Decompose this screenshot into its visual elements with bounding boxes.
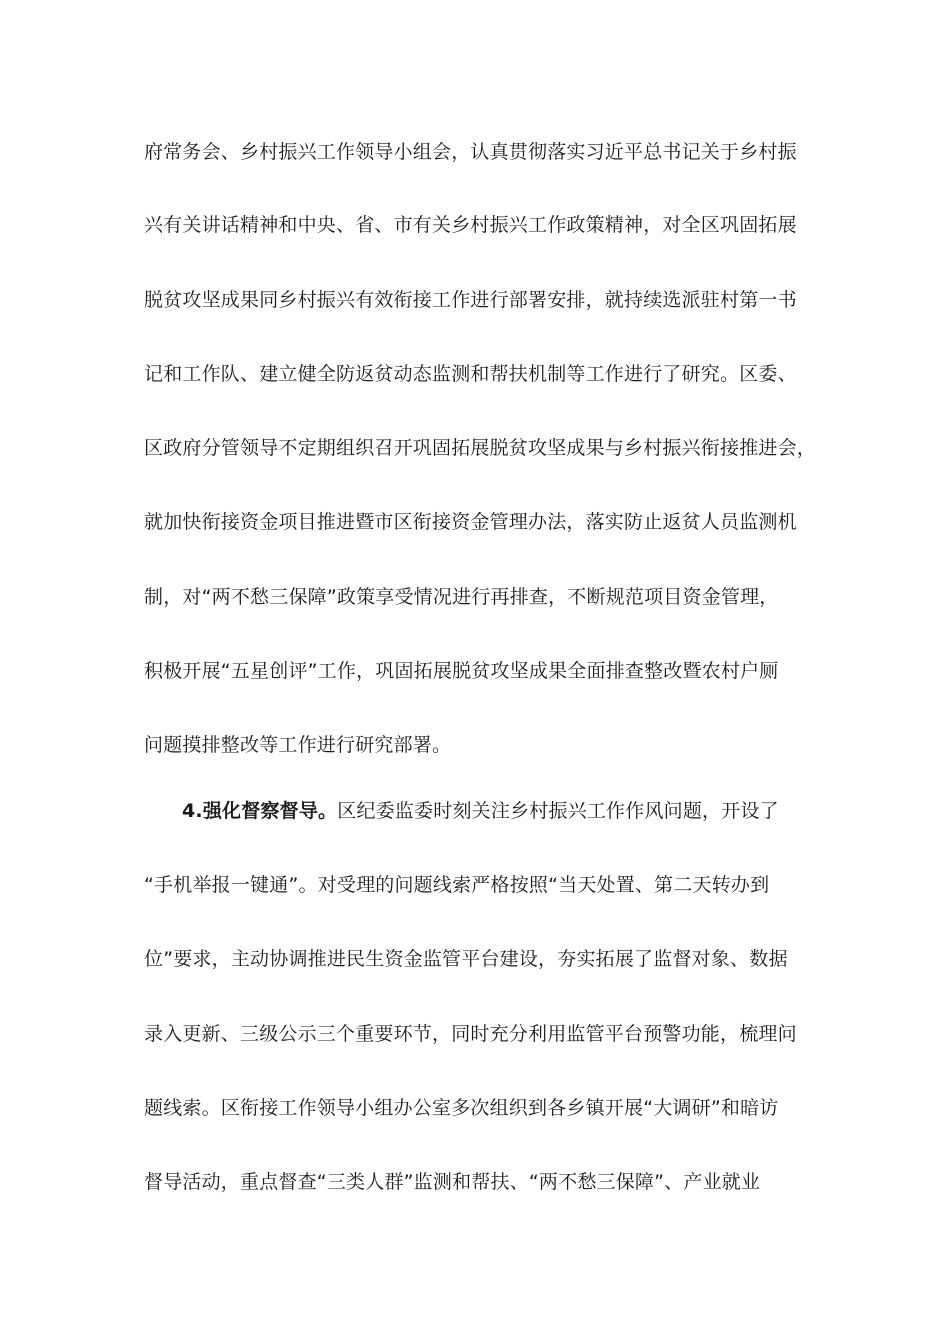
text-line: 督导活动，重点督查“三类人群”监测和帮扶、“两不愁三保障”、产业就业: [144, 1171, 761, 1193]
text-line: 录入更新、三级公示三个重要环节，同时充分利用监管平台预警功能，梳理问: [144, 1023, 797, 1045]
text-run: 区纪委监委时刻关注乡村振兴工作作风问题，开设了: [337, 800, 779, 822]
text-line: 脱贫攻坚成果同乡村振兴有效衔接工作进行部署安排，就持续选派驻村第一书: [144, 289, 797, 311]
text-line: 积极开展“五星创评”工作，巩固拓展脱贫攻坚成果全面排查整改暨农村户厕: [144, 660, 779, 682]
text-line: 兴有关讲话精神和中央、省、市有关乡村振兴工作政策精神，对全区巩固拓展: [144, 214, 797, 236]
text-line: 制，对“两不愁三保障”政策享受情况进行再排查，不断规范项目资金管理，: [144, 586, 779, 608]
section-heading: 4.强化督察督导。: [182, 800, 338, 822]
text-line: 区政府分管领导不定期组织召开巩固拓展脱贫攻坚成果与乡村振兴衔接推进会，: [144, 437, 817, 459]
text-line: 题线索。区衔接工作领导小组办公室多次组织到各乡镇开展“大调研”和暗访: [144, 1097, 779, 1119]
text-line: 就加快衔接资金项目推进暨市区衔接资金管理办法，落实防止返贫人员监测机: [144, 511, 797, 533]
text-line: “手机举报一键通”。对受理的问题线索严格按照“当天处置、第二天转办到: [144, 874, 770, 896]
paragraph-first-line: [182, 798, 862, 824]
text-line: 位”要求，主动协调推进民生资金监管平台建设，夯实拓展了监督对象、数据: [144, 948, 788, 970]
text-line: 记和工作队、建立健全防返贫动态监测和帮扶机制等工作进行了研究。区委、: [144, 363, 797, 385]
text-line: 府常务会、乡村振兴工作领导小组会，认真贯彻落实习近平总书记关于乡村振: [144, 141, 797, 163]
text-line: 问题摸排整改等工作进行研究部署。: [144, 734, 452, 756]
